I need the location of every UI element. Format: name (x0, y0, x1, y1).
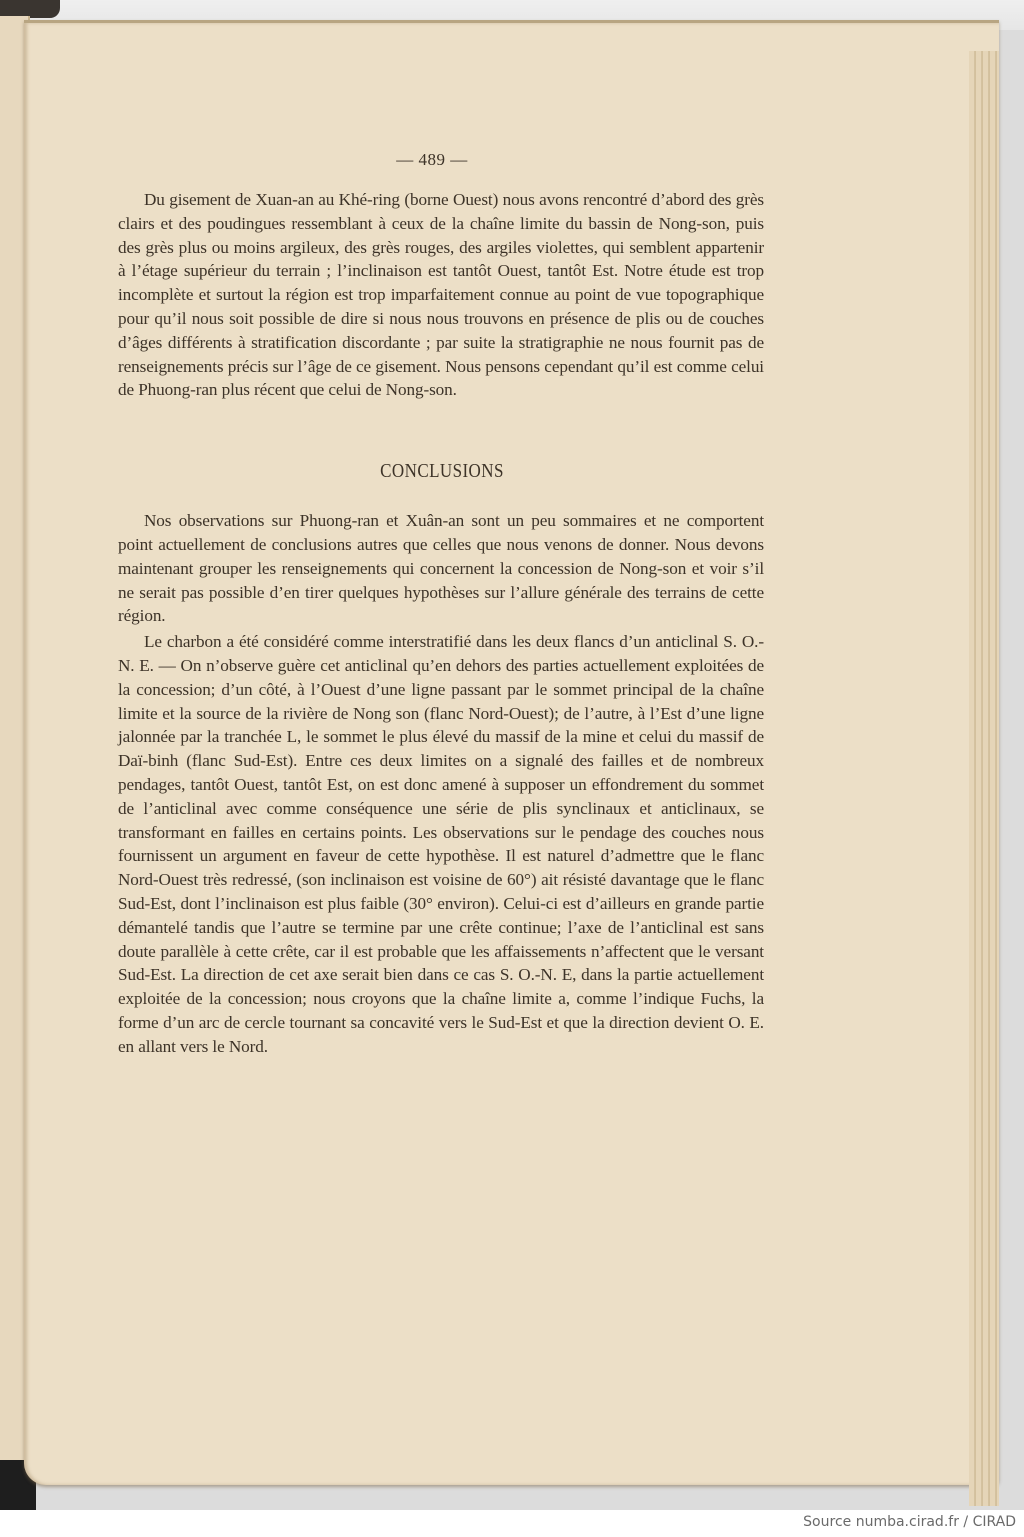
conclusion-paragraph-1: Nos observations sur Phuong-ran et Xuân-an sont un peu sommaires et ne comportent point actuellement de conclusions autres que celles que nous venons de donner. Nous devons maintenant grouper les renseignements qui concernent la concession de Nong-son et voir s’il ne serait pas possible d’en tirer quelques hypothèses sur l’allure générale des terrains de cette région. (118, 511, 764, 626)
section-heading: CONCLUSIONS (380, 460, 504, 483)
page-number: — 489 — (396, 150, 468, 169)
source-credit: Source numba.cirad.fr / CIRAD (803, 1514, 1016, 1530)
page-stack-edges (969, 51, 999, 1506)
conclusion-paragraph-2: Le charbon a été considéré comme interstratifié dans les deux flancs d’un anticlinal S. O.-N. E. — On n’observe guère cet anticlinal qu’en dehors des parties actuellement exploitées de la concession; d’un côté, à l’Ouest d’une ligne passant par le sommet principal de la chaîne limite et la source de la rivière de Nong son (flanc Nord-Ouest); de l’autre, à l’Est d’une ligne jalonnée par la tranchée L, le sommet le plus élevé du massif de la mine et celui du massif de Daï-binh (flanc Sud-Est). Entre ces deux limites on a signalé des failles et de nombreux pendages, tantôt Ouest, tantôt Est, on est donc amené à supposer un effondrement du sommet de l’anticlinal avec comme conséquence une série de plis synclinaux et anticlinaux, se transformant en failles en certains points. Les observations sur le pendage des couches nous fournissent un argument en faveur de cette hypothèse. Il est naturel d’admettre que le flanc Nord-Ouest très redressé, (son inclinaison est voisine de 60°) ait résisté davantage que le flanc Sud-Est, dont l’inclinaison est plus faible (30° environ). Celui-ci est d’ailleurs en grande partie démantelé tandis que l’autre se termine par une crête continue; l’axe de l’anticlinal est sans doute parallèle à cette crête, car il est probable que les affaissements n’affectent que le versant Sud-Est. La direction de cet axe serait bien dans ce cas S. O.-N. E, dans la partie actuellement exploitée de la concession; nous croyons que la chaîne limite a, comme l’indique Fuchs, la forme d’un arc de cercle tournant sa concavité vers le Sud-Est et que la direction devient O. E. en allant vers le Nord. (118, 632, 764, 1056)
intro-paragraph: Du gisement de Xuan-an au Khé-ring (borne Ouest) nous avons rencontré d’abord des grès clairs et des poudingues ressemblant à ceux de la chaîne limite du bassin de Nong-son, puis des grès plus ou moins argileux, des grès rouges, des argiles violettes, qui semblent appartenir à l’étage supérieur du terrain ; l’inclinaison est tantôt Ouest, tantôt Est. Notre étude est trop incomplète et surtout la région est trop imparfaitement connue au point de vue topographique pour qu’il nous soit possible de dire si nous nous trouvons en présence de plis ou de couches d’âges différents à stratification discordante ; par suite la stratigraphie ne nous fournit pas de renseignements précis sur l’âge de ce gisement. Nous pensons cependant qu’il est comme celui de Phuong-ran plus récent que celui de Nong-son. (118, 190, 764, 400)
page-content (118, 150, 764, 1059)
